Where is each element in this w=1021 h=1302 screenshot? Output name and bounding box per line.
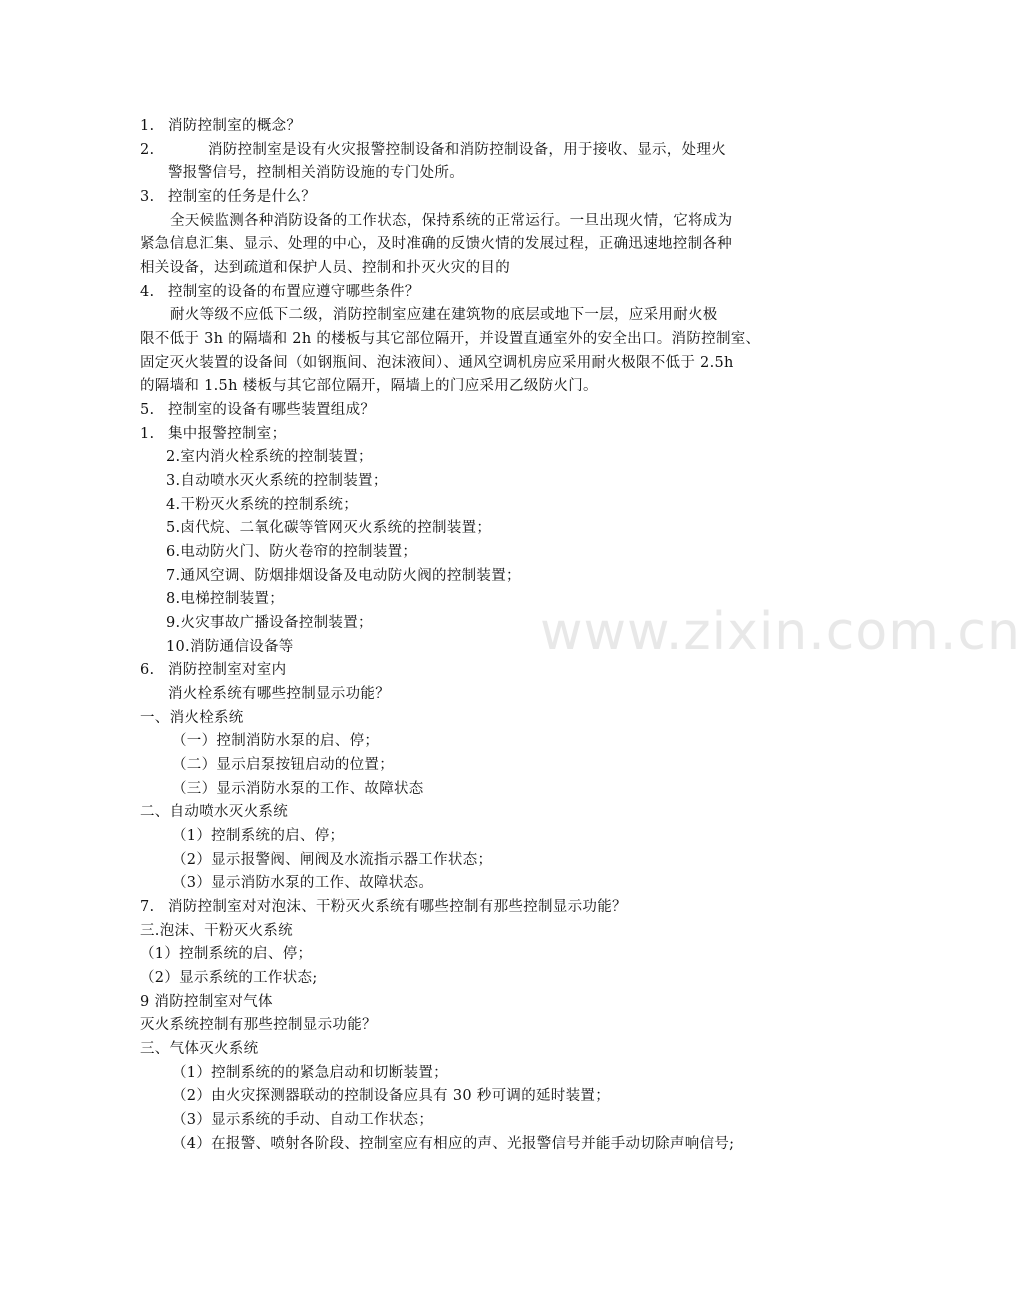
item-1 (140, 115, 301, 139)
question-text: 消防控制室对室内 (168, 662, 287, 678)
question-text: 控制室的任务是什么？ (168, 189, 316, 205)
item-number: 5. (140, 402, 155, 418)
list-item: （1）控制系统的启、停； (140, 946, 313, 962)
item-9: 9 消防控制室对气体 (140, 994, 273, 1010)
list-item: （2）显示报警阀、闸阀及水流指示器工作状态； (172, 852, 493, 868)
section-heading: 一、消火栓系统 (140, 710, 244, 726)
question-text: 消火栓系统有哪些控制显示功能？ (168, 686, 390, 702)
list-item: （三）显示消防水泵的工作、故障状态 (172, 781, 424, 797)
question-text: 消防控制室对对泡沫、干粉灭火系统有哪些控制有那些控制显示功能？ (168, 899, 627, 915)
list-item: 8.电梯控制装置； (166, 591, 285, 607)
item-number: 6. (140, 662, 155, 678)
list-item: 7.通风空调、防烟排烟设备及电动防火阀的控制装置； (166, 568, 521, 584)
item-3 (140, 186, 316, 210)
question-text: 控制室的设备的布置应遵守哪些条件？ (168, 284, 420, 300)
question-text: 控制室的设备有哪些装置组成？ (168, 402, 376, 418)
answer-text: 消防控制室是设有火灾报警控制设备和消防控制设备，用于接收、显示，处理火 (208, 142, 726, 158)
answer-line: 警报警信号，控制相关消防设施的专门处所。 (168, 165, 464, 181)
answer-line: 相关设备，达到疏道和保护人员、控制和扑灭火灾的目的 (140, 260, 510, 276)
list-item: 2.室内消火栓系统的控制装置； (166, 449, 373, 465)
answer-line: 限不低于 3h 的隔墙和 2h 的楼板与其它部位隔开，并设置直通室外的安全出口。消防控制室、 (140, 331, 761, 347)
item-2 (140, 139, 726, 163)
list-item: （3）显示消防水泵的工作、故障状态。 (172, 875, 434, 891)
list-item: 9.火灾事故广播设备控制装置； (166, 615, 373, 631)
item-4 (140, 281, 420, 305)
item-6 (140, 659, 286, 683)
list-item: 5.卤代烷、二氧化碳等管网灭火系统的控制装置； (166, 520, 492, 536)
item-number: 1. (140, 426, 155, 442)
item-number: 4. (140, 284, 155, 300)
answer-line: 耐火等级不应低下二级，消防控制室应建在建筑物的底层或地下一层，应采用耐火极 (170, 307, 718, 323)
list-item: 3.自动喷水灭火系统的控制装置； (166, 473, 388, 489)
answer-line: 固定灭火装置的设备间（如钢瓶间、泡沫液间）、通风空调机房应采用耐火极限不低于 2.5h (140, 355, 734, 371)
list-text: 集中报警控制室； (168, 426, 287, 442)
list-item: 4.干粉灭火系统的控制系统； (166, 497, 359, 513)
answer-line: 的隔墙和 1.5h 楼板与其它部位隔开，隔墙上的门应采用乙级防火门。 (140, 378, 598, 394)
answer-line: 全天候监测各种消防设备的工作状态，保持系统的正常运行。一旦出现火情，它将成为 (170, 213, 733, 229)
item-7 (140, 896, 627, 920)
answer-line: 紧急信息汇集、显示、处理的中心，及时准确的反馈火情的发展过程，正确迅速地控制各种 (140, 236, 732, 252)
list-item: （1）控制系统的的紧急启动和切断装置； (172, 1065, 448, 1081)
item-number: 7. (140, 899, 155, 915)
list-item: （二）显示启泵按钮启动的位置； (172, 757, 394, 773)
section-heading: 三.泡沫、干粉灭火系统 (140, 923, 293, 939)
item-number: 1. (140, 118, 155, 134)
list-item (140, 423, 286, 447)
list-item: （2）显示系统的工作状态; (140, 970, 318, 986)
list-item: （2）由火灾探测器联动的控制设备应具有 30 秒可调的延时装置； (172, 1088, 610, 1104)
list-item: 6.电动防火门、防火卷帘的控制装置； (166, 544, 418, 560)
item-number: 2. (140, 142, 155, 158)
section-heading: 三、气体灭火系统 (140, 1041, 259, 1057)
question-text: 消防控制室的概念？ (168, 118, 302, 134)
watermark: www.zixin.com.cn (540, 602, 1021, 662)
list-item: （一）控制消防水泵的启、停； (172, 733, 380, 749)
question-text: 灭火系统控制有那些控制显示功能？ (140, 1017, 377, 1033)
list-item: （4）在报警、喷射各阶段、控制室应有相应的声、光报警信号并能手动切除声响信号; (172, 1136, 735, 1152)
list-item: （1）控制系统的启、停； (172, 828, 345, 844)
list-item: （3）显示系统的手动、自动工作状态； (172, 1112, 434, 1128)
item-5 (140, 399, 375, 423)
item-number: 3. (140, 189, 155, 205)
section-heading: 二、自动喷水灭火系统 (140, 804, 288, 820)
list-item: 10.消防通信设备等 (166, 639, 294, 655)
